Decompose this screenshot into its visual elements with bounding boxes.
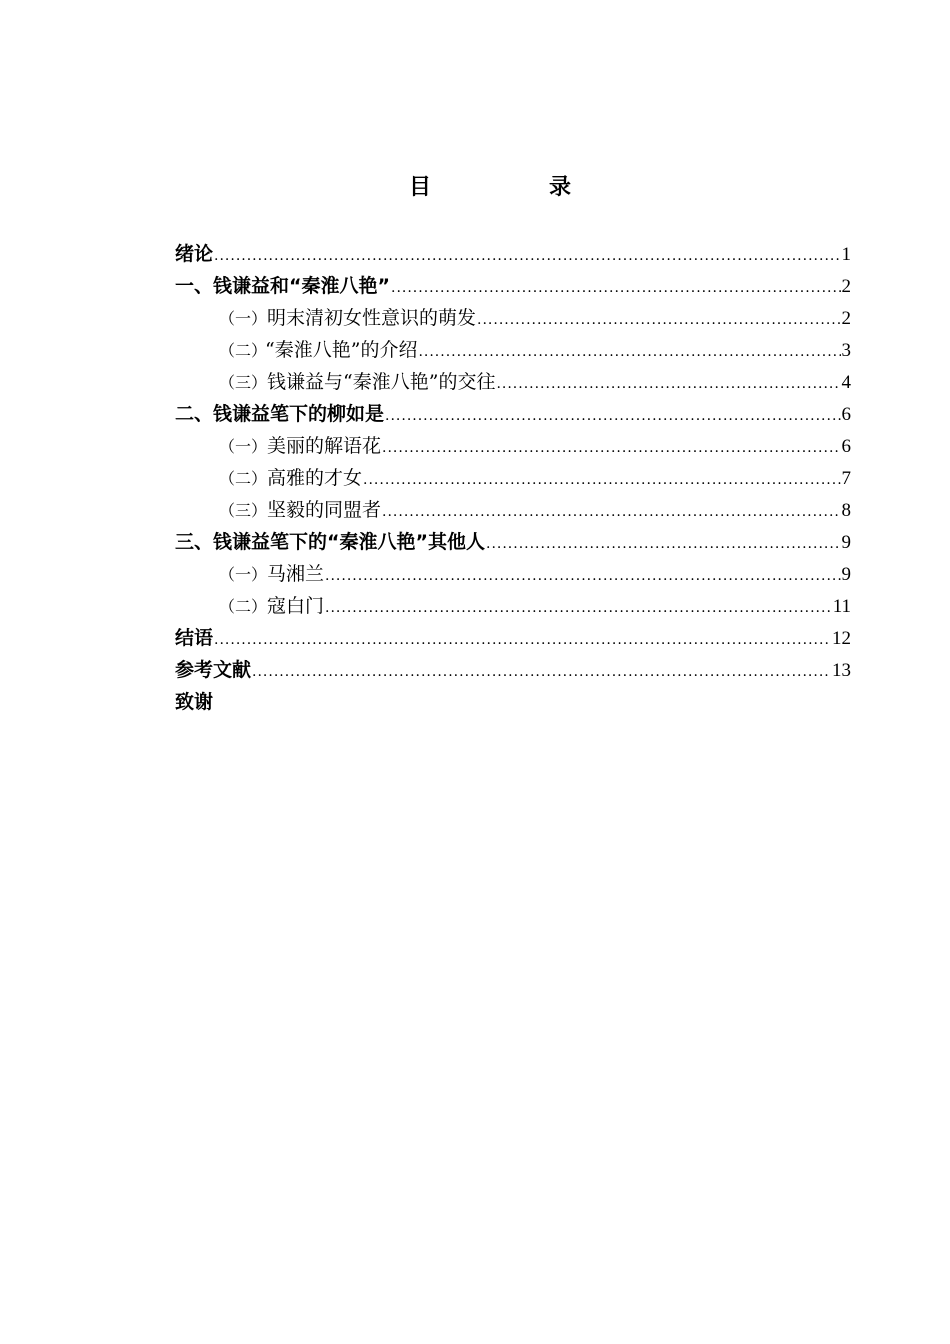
toc-entry[interactable] (175, 494, 851, 526)
toc-entry[interactable] (175, 526, 851, 558)
toc-entry[interactable] (175, 462, 851, 494)
toc-entry-label: 钱谦益与“秦淮八艳”的交往 (267, 371, 496, 393)
toc-entry-label: 参考文献 (175, 659, 252, 681)
toc-leader-dots (382, 432, 840, 464)
toc-leader-dots (325, 560, 840, 592)
toc-entry-number: （二） (219, 597, 268, 616)
toc-page-number: 13 (832, 660, 851, 681)
toc-entry[interactable] (175, 302, 851, 334)
toc-page-number: 2 (841, 276, 851, 297)
toc-leader-dots (477, 304, 840, 336)
toc-leader-dots (391, 272, 841, 304)
toc-entry-number: （一） (219, 309, 268, 328)
toc-entry-label: 钱谦益和“秦淮八艳” (213, 275, 390, 297)
toc-entry-number: （三） (219, 373, 268, 392)
toc-leader-dots (382, 496, 840, 528)
toc-page-number: 7 (841, 468, 851, 489)
toc-entry[interactable] (175, 238, 851, 270)
toc-entry-number: （一） (219, 437, 268, 456)
toc-page-number: 4 (841, 372, 851, 393)
toc-page-number: 3 (841, 340, 851, 361)
toc-entry[interactable] (175, 622, 851, 654)
toc-entry-label: “秦淮八艳”的介绍 (265, 339, 418, 361)
toc-entry-label: 钱谦益笔下的柳如是 (213, 403, 385, 425)
toc-entry[interactable] (175, 398, 851, 430)
toc-entry[interactable] (175, 270, 851, 302)
toc-page-number: 6 (841, 436, 851, 457)
toc-leader-dots (385, 400, 840, 432)
toc-entry-label: 明末清初女性意识的萌发 (267, 307, 477, 329)
toc-leader-dots (496, 368, 840, 400)
toc-page-number: 12 (832, 628, 851, 649)
toc-entry-number: 二、 (175, 403, 214, 425)
toc-leader-dots (363, 464, 840, 496)
toc-entry[interactable] (175, 654, 851, 686)
toc-entry-number: （三） (219, 501, 268, 520)
toc-entry-label: 结语 (175, 627, 214, 649)
toc-entry-label: 绪论 (175, 243, 214, 265)
toc-page-number: 2 (841, 308, 851, 329)
toc-entry-number: 一、 (175, 275, 214, 297)
toc-leader-dots (418, 336, 840, 368)
toc-page-number: 6 (841, 404, 851, 425)
toc-entry[interactable] (175, 590, 851, 622)
toc-entry-number: （二） (219, 341, 268, 360)
toc-entry-label: 坚毅的同盟者 (267, 499, 382, 521)
toc-entry-label: 钱谦益笔下的“秦淮八艳”其他人 (213, 531, 485, 553)
toc-leader-dots (252, 656, 831, 688)
toc-entry-number: 三、 (175, 531, 214, 553)
toc-entry[interactable] (175, 430, 851, 462)
toc-page-number: 8 (841, 500, 851, 521)
toc-entry[interactable] (175, 686, 851, 718)
toc-page-number: 9 (841, 564, 851, 585)
toc-page-number: 11 (832, 596, 851, 617)
toc-entry-number: （一） (219, 565, 268, 584)
table-of-contents (175, 238, 851, 718)
toc-entry-label: 寇白门 (267, 595, 325, 617)
toc-page-number: 9 (841, 532, 851, 553)
toc-entry-label: 致谢 (175, 691, 214, 713)
toc-entry-label: 高雅的才女 (267, 467, 363, 489)
toc-entry[interactable] (175, 558, 851, 590)
toc-leader-dots (214, 624, 831, 656)
toc-entry-label: 马湘兰 (267, 563, 325, 585)
toc-entry[interactable] (175, 334, 851, 366)
toc-page-number: 1 (841, 244, 851, 265)
toc-leader-dots (325, 592, 832, 624)
toc-leader-dots (214, 240, 840, 272)
toc-title: 目 录 (408, 175, 619, 200)
toc-entry[interactable] (175, 366, 851, 398)
toc-entry-label: 美丽的解语花 (267, 435, 382, 457)
toc-entry-number: （二） (219, 469, 268, 488)
toc-leader-dots (486, 528, 841, 560)
